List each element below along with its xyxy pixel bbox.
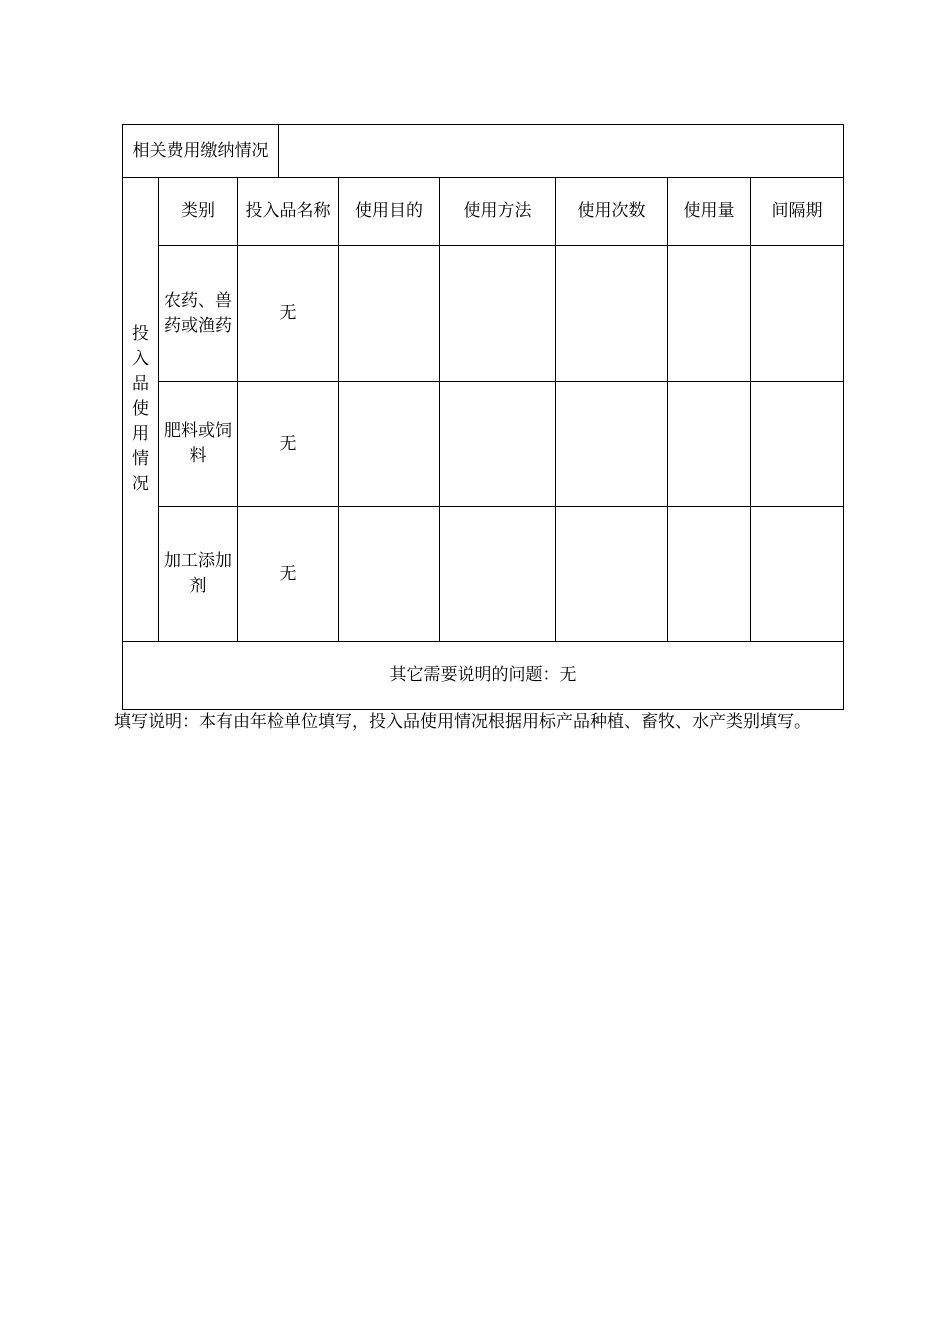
table-row [123, 507, 844, 642]
section-label-char: 使 [132, 399, 149, 419]
input-name-cell: 无 [238, 246, 339, 382]
method-cell [440, 507, 556, 642]
header-interval: 间隔期 [751, 178, 844, 246]
section-label-char: 况 [132, 474, 149, 494]
section-label-char: 用 [132, 424, 149, 444]
header-times: 使用次数 [556, 178, 668, 246]
method-cell [440, 382, 556, 507]
section-label-char: 入 [132, 349, 149, 369]
fee-row [123, 125, 844, 178]
interval-cell [751, 382, 844, 507]
times-cell [556, 382, 668, 507]
category-cell: 农药、兽药或渔药 [159, 246, 238, 382]
section-label-char: 品 [132, 374, 149, 394]
amount-cell [668, 507, 751, 642]
inspection-form-table [122, 124, 844, 710]
header-category: 类别 [159, 178, 238, 246]
purpose-cell [339, 507, 440, 642]
interval-cell [751, 507, 844, 642]
amount-cell [668, 382, 751, 507]
category-cell: 肥料或饲料 [159, 382, 238, 507]
section-label [123, 178, 159, 642]
amount-cell [668, 246, 751, 382]
header-row [123, 178, 844, 246]
category-cell: 加工添加剂 [159, 507, 238, 642]
notes-cell: 其它需要说明的问题：无 [123, 642, 844, 710]
fee-label: 相关费用缴纳情况 [123, 125, 279, 178]
header-purpose: 使用目的 [339, 178, 440, 246]
input-name-cell: 无 [238, 507, 339, 642]
notes-row [123, 642, 844, 710]
table-row [123, 246, 844, 382]
fill-instruction: 填写说明：本有由年检单位填写，投入品使用情况根据用标产品种植、畜牧、水产类别填写。 [114, 712, 811, 732]
input-name-cell: 无 [238, 382, 339, 507]
times-cell [556, 507, 668, 642]
method-cell [440, 246, 556, 382]
purpose-cell [339, 382, 440, 507]
table-row [123, 382, 844, 507]
interval-cell [751, 246, 844, 382]
section-label-char: 情 [132, 449, 149, 469]
section-label-char: 投 [132, 324, 149, 344]
header-input-name: 投入品名称 [238, 178, 339, 246]
times-cell [556, 246, 668, 382]
purpose-cell [339, 246, 440, 382]
fee-value-cell [279, 125, 844, 178]
header-method: 使用方法 [440, 178, 556, 246]
header-amount: 使用量 [668, 178, 751, 246]
